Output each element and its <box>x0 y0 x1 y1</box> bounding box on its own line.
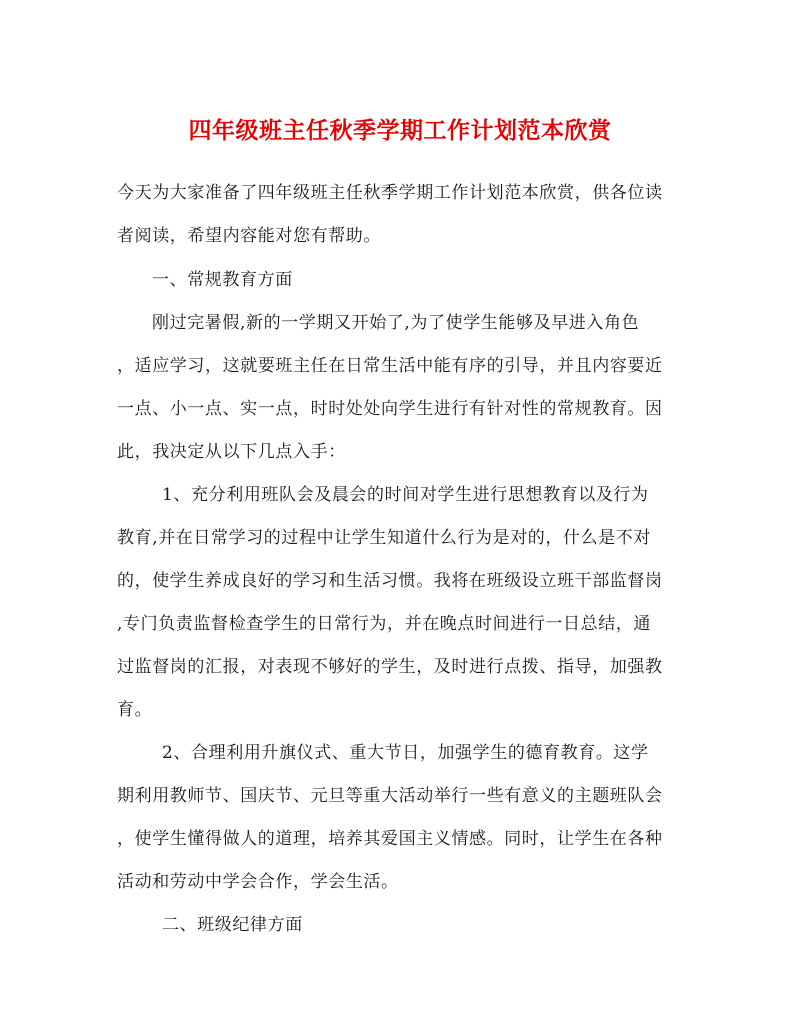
paragraph-line: 今天为大家准备了四年级班主任秋季学期工作计划范本欣赏，供各位读 <box>117 183 663 203</box>
paragraph-line: 活动和劳动中学会合作，学会生活。 <box>117 872 399 892</box>
paragraph-line: 教育,并在日常学习的过程中让学生知道什么行为是对的，什么是不对 <box>117 528 652 548</box>
paragraph-line: 育。 <box>117 700 153 720</box>
paragraph-line: 1、充分利用班队会及晨会的时间对学生进行思想教育以及行为 <box>162 485 649 505</box>
paragraph-line: 刚过完暑假,新的一学期又开始了,为了使学生能够及早进入角色 <box>152 313 640 333</box>
paragraph-line: 期利用教师节、国庆节、元旦等重大活动举行一些有意义的主题班队会 <box>117 786 663 806</box>
paragraph-line: 者阅读，希望内容能对您有帮助。 <box>117 226 381 246</box>
section-heading: 一、常规教育方面 <box>152 270 293 290</box>
paragraph-line: ，适应学习，这就要班主任在日常生活中能有序的引导，并且内容要近 <box>117 356 663 376</box>
paragraph-line: 一点、小一点、实一点，时时处处向学生进行有针对性的常规教育。因 <box>117 399 663 419</box>
paragraph-line: 过监督岗的汇报，对表现不够好的学生，及时进行点拨、指导，加强教 <box>117 657 663 677</box>
paragraph-line: 的，使学生养成良好的学习和生活习惯。我将在班级设立班干部监督岗 <box>117 571 663 591</box>
section-heading: 二、班级纪律方面 <box>162 915 303 935</box>
paragraph-line: 2、合理利用升旗仪式、重大节日，加强学生的德育教育。这学 <box>162 743 649 763</box>
paragraph-line: ，使学生懂得做人的道理，培养其爱国主义情感。同时，让学生在各种 <box>117 829 663 849</box>
document-title: 四年级班主任秋季学期工作计划范本欣赏 <box>188 117 612 144</box>
paragraph-line: 此，我决定从以下几点入手： <box>117 442 346 462</box>
paragraph-line: ,专门负责监督检查学生的日常行为，并在晚点时间进行一日总结，通 <box>117 614 652 634</box>
